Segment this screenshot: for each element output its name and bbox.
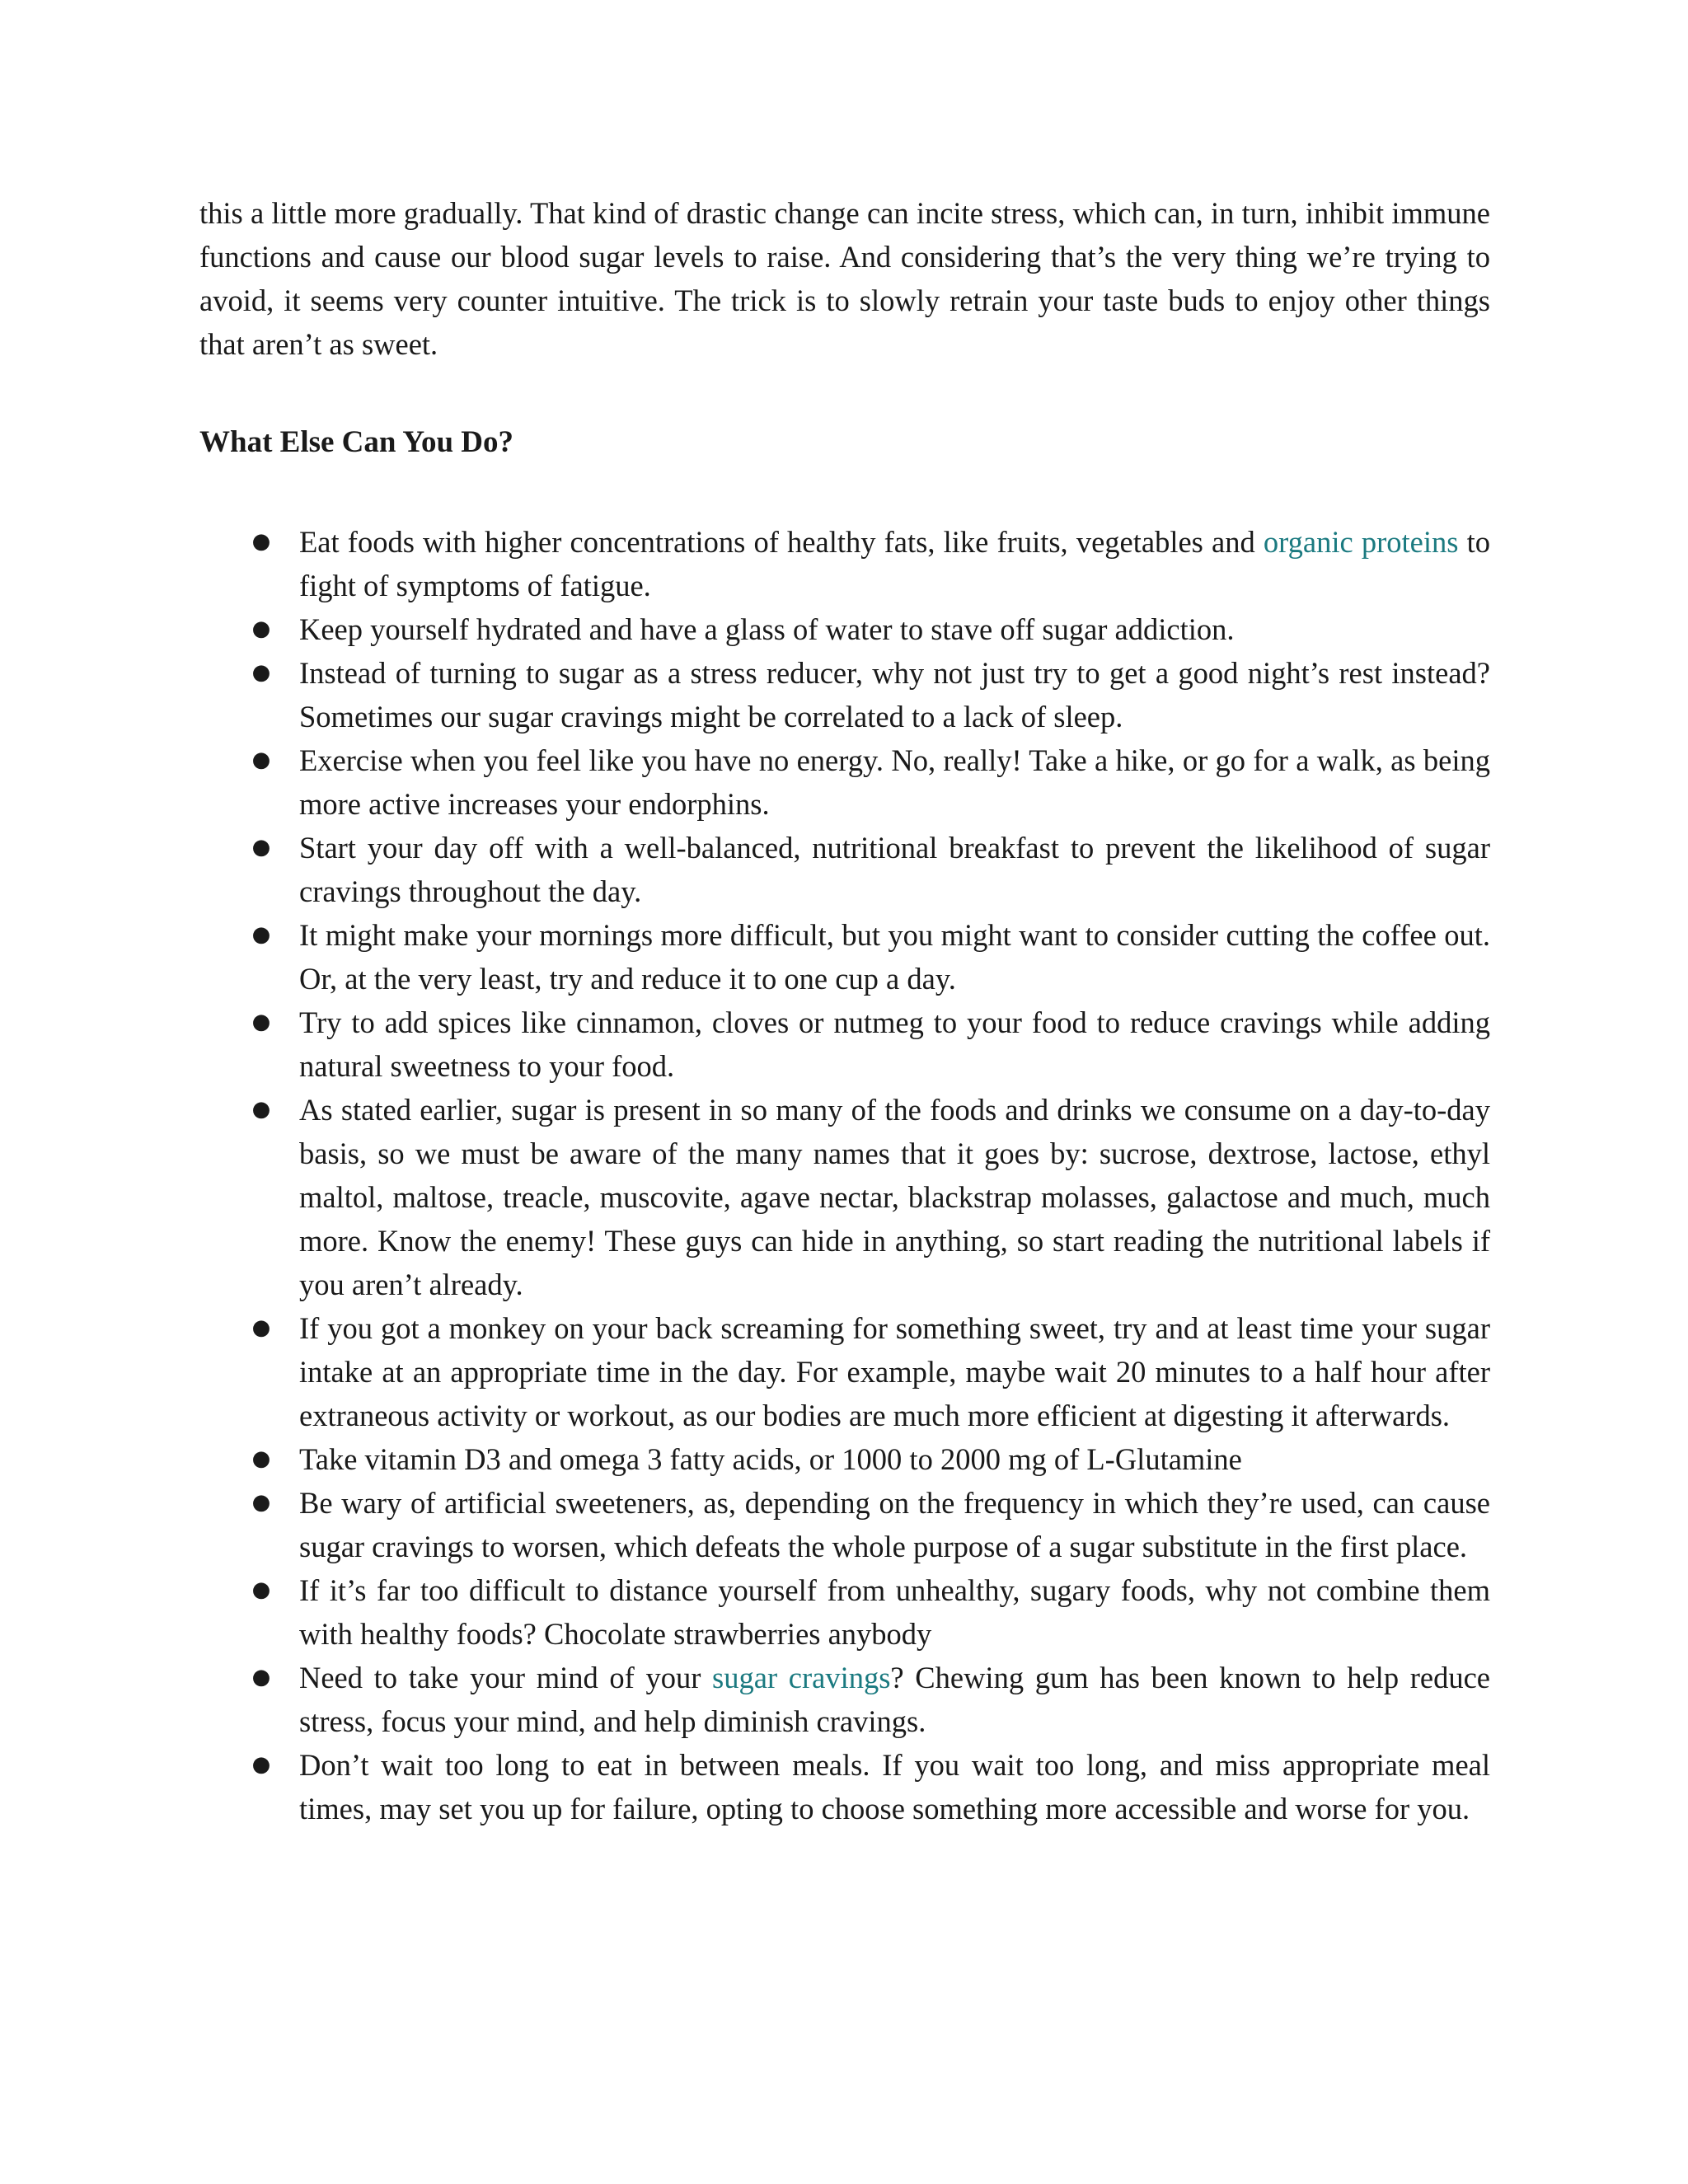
- document-page: [199, 191, 1490, 1830]
- bullet-icon: ●: [251, 835, 271, 860]
- list-item: [199, 607, 1490, 651]
- bullet-icon: ●: [251, 1665, 271, 1690]
- bullet-icon: ●: [251, 616, 271, 641]
- section-heading: What Else Can You Do?: [199, 425, 514, 459]
- bullet-icon: ●: [251, 1752, 271, 1777]
- list-item: [199, 913, 1490, 1001]
- tips-list: [199, 520, 1490, 1830]
- tip-text: Instead of turning to sugar as a stress reducer, why not just try to get a good night’s rest instead? Sometimes our sugar cravings might be correlated to a lack of sleep.: [299, 656, 1490, 733]
- tip-text: to fight of symptoms of fatigue.: [299, 525, 1490, 602]
- bullet-icon: ●: [251, 1315, 271, 1340]
- list-item: [199, 520, 1490, 607]
- list-item: [199, 1306, 1490, 1437]
- bullet-icon: ●: [251, 1097, 271, 1122]
- tip-text: Keep yourself hydrated and have a glass of water to stave off sugar addiction.: [299, 612, 1235, 646]
- bullet-icon: ●: [251, 529, 271, 554]
- bullet-icon: ●: [251, 660, 271, 685]
- bullet-icon: ●: [251, 922, 271, 947]
- tip-text: If you got a monkey on your back screaming for something sweet, try and at least time your sugar intake at an appropriate time in the day. For example, maybe wait 20 minutes to a half hour after extraneous activity or workout, as our bodies are much more efficient at digesting it afterwards.: [299, 1311, 1490, 1432]
- tip-text: Need to take your mind of your: [299, 1661, 713, 1694]
- bullet-icon: ●: [251, 748, 271, 772]
- bullet-icon: ●: [251, 1010, 271, 1034]
- list-item: [199, 1743, 1490, 1830]
- tip-text: Don’t wait too long to eat in between meals. If you wait too long, and miss appropriate meal times, may set you up for failure, opting to choose something more accessible and worse for you.: [299, 1748, 1490, 1825]
- list-item: [199, 1568, 1490, 1656]
- tip-text: Take vitamin D3 and omega 3 fatty acids, or 1000 to 2000 mg of L-Glutamine: [299, 1442, 1242, 1476]
- bullet-icon: ●: [251, 1446, 271, 1471]
- bullet-icon: ●: [251, 1577, 271, 1602]
- bullet-icon: ●: [251, 1490, 271, 1515]
- tip-text: Be wary of artificial sweeteners, as, depending on the frequency in which they’re used, can cause sugar cravings to worsen, which defeats the whole purpose of a sugar substitute in the first place.: [299, 1486, 1490, 1563]
- organic-proteins-link[interactable]: organic proteins: [1263, 525, 1459, 559]
- tip-text: It might make your mornings more difficult, but you might want to consider cutting the coffee out. Or, at the very least, try and reduce it to one cup a day.: [299, 918, 1490, 996]
- tip-text: Start your day off with a well-balanced, nutritional breakfast to prevent the likelihood of sugar cravings throughout the day.: [299, 831, 1490, 908]
- tip-text: Exercise when you feel like you have no energy. No, really! Take a hike, or go for a walk, as being more active increases your endorphins.: [299, 743, 1490, 821]
- list-item: [199, 1437, 1490, 1481]
- list-item: [199, 1088, 1490, 1306]
- list-item: [199, 738, 1490, 826]
- intro-paragraph: this a little more gradually. That kind of drastic change can incite stress, which can, in turn, inhibit immune functions and cause our blood sugar levels to raise. And considering that’s the very thing we’re trying to avoid, it seems very counter intuitive. The trick is to slowly retrain your taste buds to enjoy other things that aren’t as sweet.: [199, 196, 1490, 361]
- list-item: [199, 651, 1490, 738]
- tip-text: If it’s far too difficult to distance yourself from unhealthy, sugary foods, why not combine them with healthy foods? Chocolate strawberries anybody: [299, 1573, 1490, 1651]
- tip-text: Eat foods with higher concentrations of healthy fats, like fruits, vegetables and: [299, 525, 1264, 559]
- sugar-cravings-link[interactable]: sugar cravings: [712, 1661, 891, 1694]
- list-item: [199, 826, 1490, 913]
- tip-text: As stated earlier, sugar is present in so many of the foods and drinks we consume on a day-to-day basis, so we must be aware of the many names that it goes by: sucrose, dextrose, lactose, ethyl maltol, maltose, treacle, muscovite, agave nectar, blackstrap molasses, galactose and much, much more. Know the enemy! These guys can hide in anything, so start reading the nutritional labels if you aren’t already.: [299, 1093, 1490, 1301]
- list-item: [199, 1001, 1490, 1088]
- list-item: [199, 1656, 1490, 1743]
- list-item: [199, 1481, 1490, 1568]
- tip-text: Try to add spices like cinnamon, cloves or nutmeg to your food to reduce cravings while adding natural sweetness to your food.: [299, 1005, 1490, 1083]
- tip-text: ? Chewing gum has been known to help reduce stress, focus your mind, and help diminish cravings.: [299, 1661, 1490, 1738]
